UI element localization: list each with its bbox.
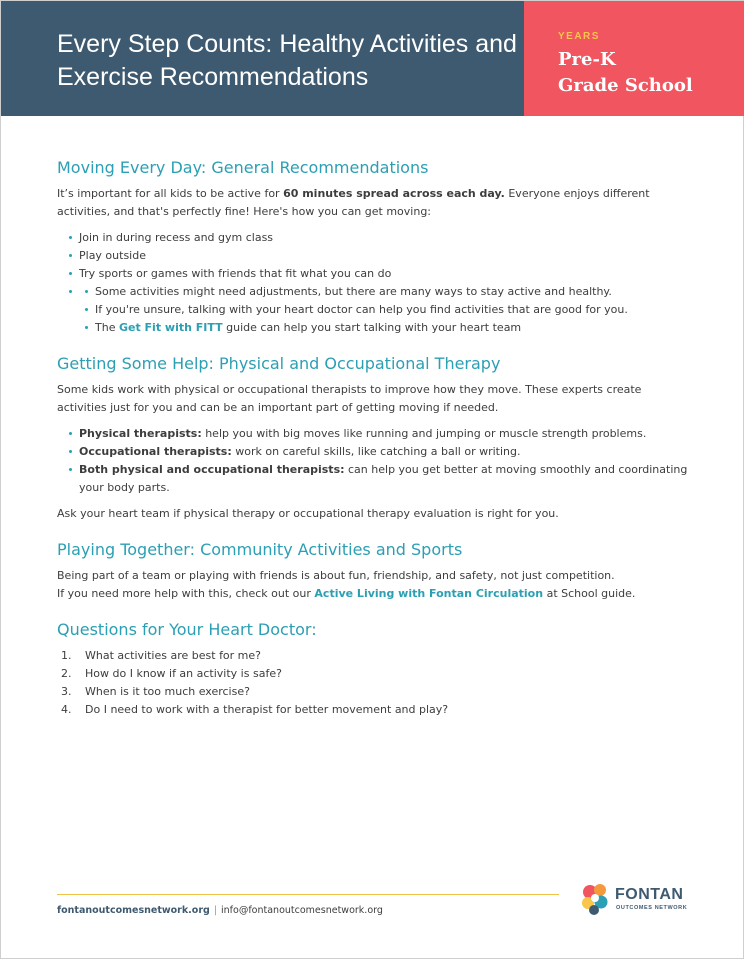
section-heading-moving-every-day: Moving Every Day: General Recommendations [57,158,429,177]
bullet-list [57,425,689,497]
section-paragraph: Some kids work with physical or occupational therapists to improve how they move. These experts create activities just for you and can be an important part of getting moving if needed. [57,383,642,414]
term-description: help you with big moves like running and jumping or muscle strength problems. [201,427,647,440]
logo-tagline: OUTCOMES NETWORK [616,905,688,911]
age-range-box [524,1,744,116]
section-intro [57,185,677,221]
list-item [69,443,689,461]
term-label: Physical therapists: [79,427,202,440]
title-bar [1,1,524,116]
list-item: Some activities might need adjustments, but there are many ways to stay active and healthy. [85,283,689,301]
section-paragraph: Ask your heart team if physical therapy or occupational therapy evaluation is right for you. [57,507,559,520]
item-number: 2. [61,667,72,680]
active-living-guide-link[interactable]: Active Living with Fontan Circulation [314,587,544,600]
heart-cluster-icon [579,881,613,919]
item-text: What activities are best for me? [85,649,262,662]
logo-wordmark: FONTAN [615,886,684,903]
numbered-list [57,647,689,719]
section-paragraph [57,567,689,603]
fontan-logo [579,881,699,921]
paragraph-line: Being part of a team or playing with friends is about fun, friendship, and safety, not just competition. [57,569,615,582]
years-label: YEARS [558,31,600,42]
list-item [61,647,689,665]
footer-contact [57,905,383,916]
paragraph-line-end: at School guide. [543,587,636,600]
website-link[interactable]: fontanoutcomesnetwork.org [57,905,210,916]
item-text: How do I know if an activity is safe? [85,667,282,680]
term-description: work on careful skills, like catching a ball or writing. [231,445,521,458]
list-item [61,701,689,719]
list-item: Try sports or games with friends that fit what you can do [69,265,689,283]
paragraph-line: If you need more help with this, check out our [57,587,315,600]
get-fit-with-fitt-link[interactable]: Get Fit with FITT [118,321,223,334]
bullet-list [57,229,689,337]
term-label: Occupational therapists: [79,445,232,458]
fitt-text: The [95,321,119,334]
list-item [85,319,689,337]
list-item: Join in during recess and gym class [69,229,689,247]
term-label: Both physical and occupational therapists: [79,463,345,476]
intro-text: It’s important for all kids to be active for [57,187,284,200]
list-item [61,665,689,683]
email-link[interactable]: info@fontanoutcomesnetwork.org [221,905,383,916]
footer-separator: | [213,905,218,916]
fitt-text-continued: guide can help you start talking with your heart team [222,321,522,334]
grade-level-prek: Pre-K [558,49,616,70]
list-item [69,425,689,443]
list-item: If you're unsure, talking with your heart doctor can help you find activities that are good for you. [85,301,689,319]
intro-emphasis: 60 minutes spread across each day. [283,187,505,200]
list-item: Play outside [69,247,689,265]
item-number: 3. [61,685,72,698]
term-description: can help you get better at moving smoothly and coordinating your body parts. [79,463,688,494]
sub-list-container [69,283,689,337]
section-heading-playing-together: Playing Together: Community Activities and Sports [57,540,463,559]
section-heading-questions: Questions for Your Heart Doctor: [57,620,317,639]
footer-divider [57,894,559,895]
item-text: When is it too much exercise? [85,685,250,698]
list-item [69,461,689,497]
header-banner [1,1,744,116]
page-title: Every Step Counts: Healthy Activities and Exercise Recommendations [57,30,517,91]
section-heading-therapy: Getting Some Help: Physical and Occupational Therapy [57,354,501,373]
intro-text-continued: Everyone enjoys different activities, and that's perfectly fine! Here's how you can get moving: [57,187,650,218]
item-text: Do I need to work with a therapist for better movement and play? [85,703,449,716]
main-content [57,151,689,719]
grade-level-grade-school: Grade School [558,75,693,96]
list-item [61,683,689,701]
sub-bullet-list [69,283,689,337]
item-number: 1. [61,649,72,662]
item-number: 4. [61,703,72,716]
